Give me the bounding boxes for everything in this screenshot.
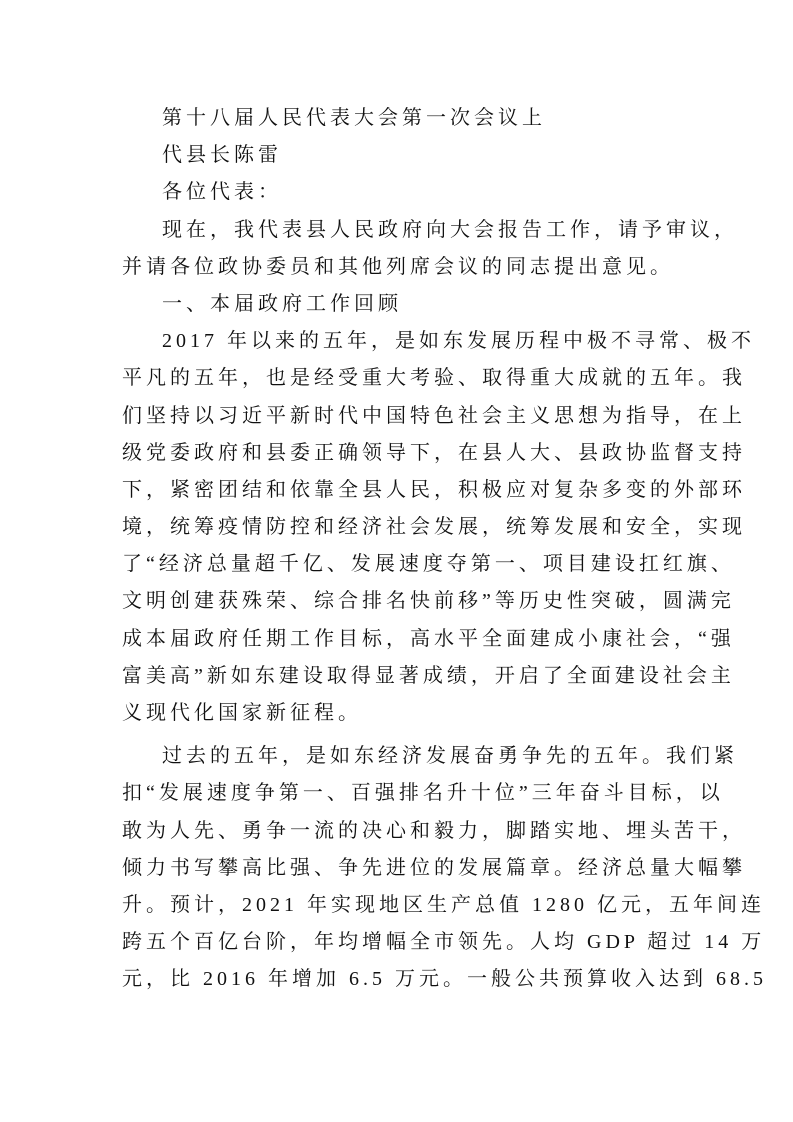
paragraph-line: 平凡的五年，也是经受重大考验、取得重大成就的五年。我 <box>122 367 746 390</box>
paragraph-line: 富美高”新如东建设取得显著成绩，开启了全面建设社会主 <box>122 664 735 687</box>
meeting-title: 第十八届人民代表大会第一次会议上 <box>162 107 546 129</box>
paragraph-line: 并请各位政协委员和其他列席会议的同志提出意见。 <box>122 255 674 278</box>
speaker-line: 代县长陈雷 <box>162 144 282 167</box>
paragraph-line: 敢为人先、勇争一流的决心和毅力，脚踏实地、埋头苦干， <box>122 819 746 842</box>
paragraph-line: 现在，我代表县人民政府向大会报告工作，请予审议， <box>162 218 738 241</box>
section-heading: 一、本届政府工作回顾 <box>162 292 402 315</box>
paragraph-line: 级党委政府和县委正确领导下，在县人大、县政协监督支持 <box>122 441 746 464</box>
paragraph-line: 2017 年以来的五年，是如东发展历程中极不寻常、极不 <box>162 330 755 353</box>
paragraph-line: 成本届政府任期工作目标，高水平全面建成小康社会，“强 <box>122 627 735 650</box>
paragraph-line: 倾力书写攀高比强、争先进位的发展篇章。经济总量大幅攀 <box>122 856 746 879</box>
paragraph-line: 过去的五年，是如东经济发展奋勇争先的五年。我们紧 <box>162 745 738 768</box>
paragraph-line: 元，比 2016 年增加 6.5 万元。一般公共预算收入达到 68.5 <box>122 968 767 991</box>
salutation: 各位代表： <box>162 181 282 204</box>
paragraph-line: 扣“发展速度争第一、百强排名升十位”三年奋斗目标，以 <box>122 782 724 805</box>
paragraph-line: 文明创建获殊荣、综合排名快前移”等历史性突破，圆满完 <box>122 590 735 613</box>
document-page <box>122 100 767 999</box>
paragraph-line: 义现代化国家新征程。 <box>122 702 362 724</box>
paragraph-line: 升。预计，2021 年实现地区生产总值 1280 亿元，五年间连 <box>122 893 765 916</box>
paragraph-line: 跨五个百亿台阶，年均增幅全市领先。人均 GDP 超过 14 万 <box>122 931 766 954</box>
paragraph-intro <box>122 212 738 286</box>
paragraph-line: 们坚持以习近平新时代中国特色社会主义思想为指导，在上 <box>122 404 746 427</box>
paragraph-review <box>122 323 755 732</box>
paragraph-line: 下，紧密团结和依靠全县人民，积极应对复杂多变的外部环 <box>122 478 746 501</box>
paragraph-line: 境，统筹疫情防控和经济社会发展，统筹发展和安全，实现 <box>122 516 746 539</box>
paragraph-line: 了“经济总量超千亿、发展速度夺第一、项目建设扛红旗、 <box>122 553 735 576</box>
paragraph-economy <box>122 738 767 998</box>
